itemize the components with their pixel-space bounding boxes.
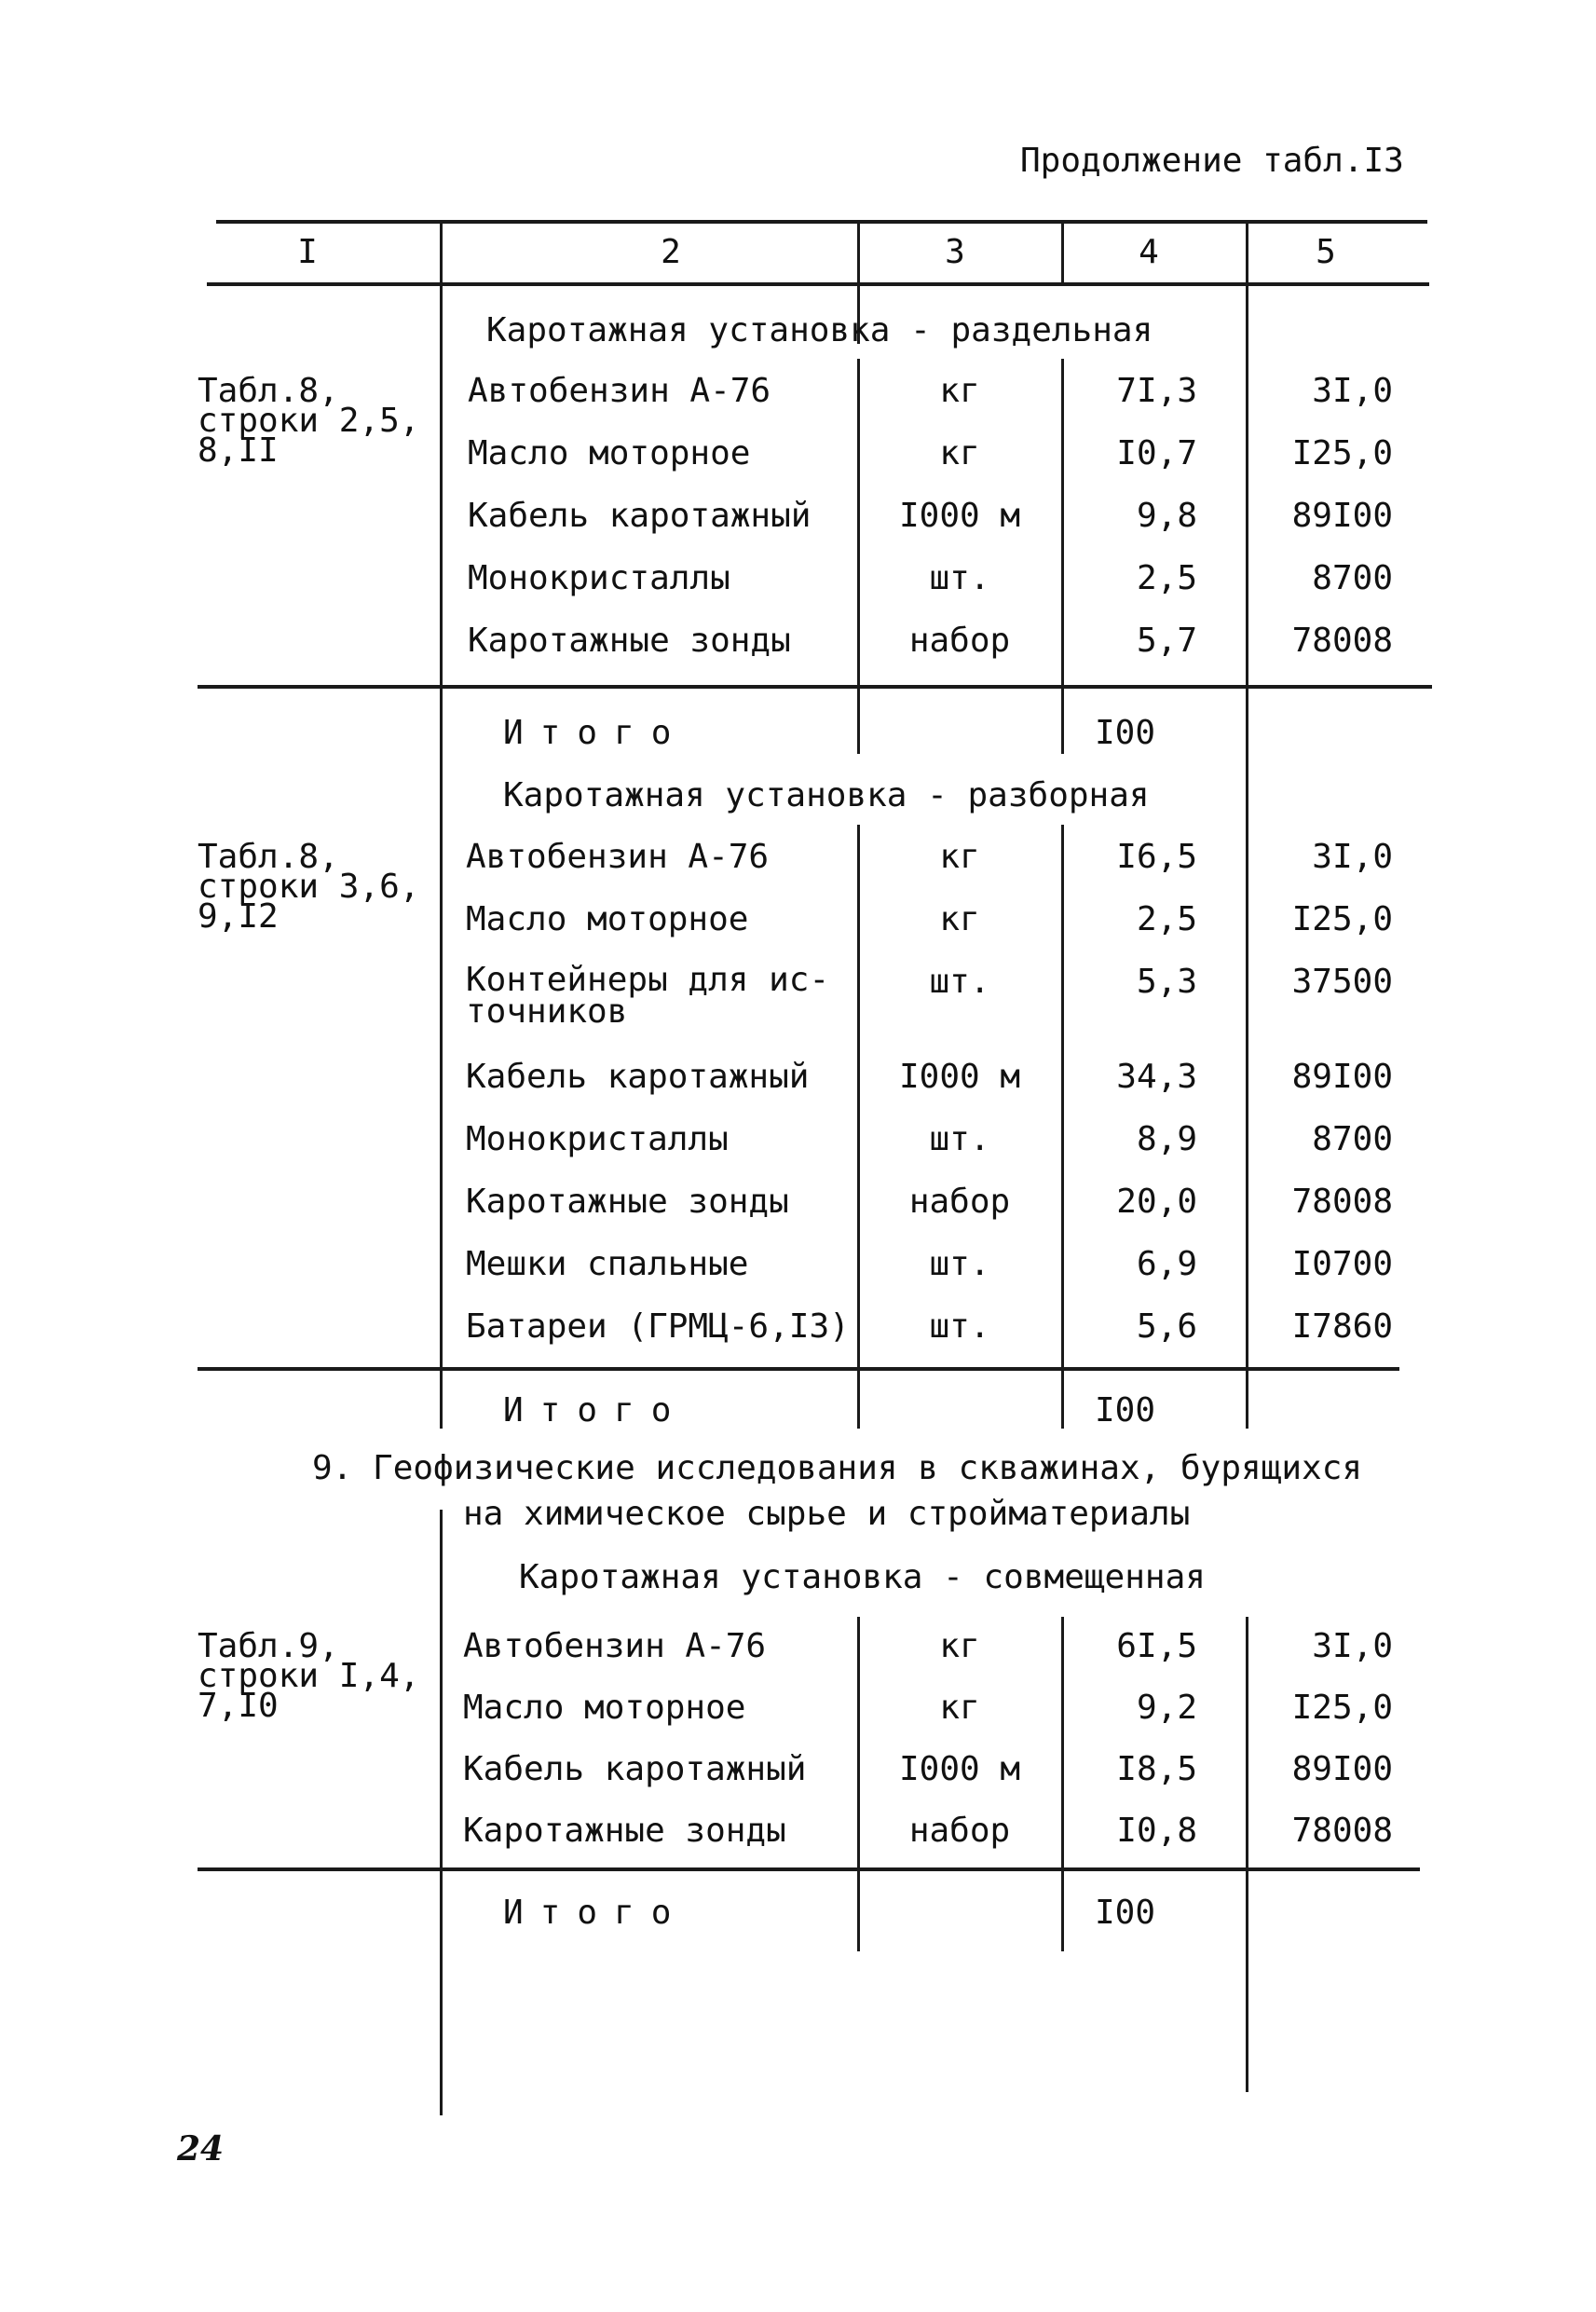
page-number: 24 [177, 2129, 225, 2168]
item-qty: 5,7 [1136, 622, 1197, 660]
section-a-total-label: Итого [503, 714, 689, 752]
item-qty: I0,7 [1116, 434, 1197, 472]
section-c-total-value: I00 [1095, 1894, 1156, 1932]
col-divider [440, 1371, 443, 1429]
item-name: Автобензин А-76 [463, 1627, 767, 1665]
item-qty: 7I,3 [1116, 372, 1197, 410]
item-name: Масло моторное [468, 434, 751, 472]
item-unit: кг [939, 838, 980, 876]
continuation-caption: Продолжение табл.I3 [1020, 142, 1404, 180]
section-b-bottom-rule [198, 1367, 1399, 1371]
item-unit: шт. [929, 963, 990, 1001]
item-price: 3I,0 [1312, 372, 1393, 410]
header-col-divider [857, 222, 860, 285]
item-name: Автобензин А-76 [468, 372, 771, 410]
item-price: I0700 [1291, 1245, 1393, 1283]
col-divider [857, 1871, 860, 1951]
col-divider [1246, 1871, 1248, 2092]
item-qty: I0,8 [1116, 1812, 1197, 1850]
item-name: Монокристаллы [468, 559, 730, 597]
section-c-ref-line2: строки I,4, [198, 1657, 420, 1695]
item-price: I7860 [1291, 1307, 1393, 1346]
item-unit: I000 м [898, 1058, 1021, 1096]
col-divider [1246, 754, 1248, 1367]
col-header-2: 2 [661, 233, 681, 271]
item-price: I25,0 [1291, 1689, 1393, 1727]
col-header-4: 4 [1139, 233, 1159, 271]
header-col-divider [1246, 222, 1248, 285]
section-c-bottom-rule [198, 1867, 1420, 1871]
col-divider [857, 359, 860, 685]
section-c-total-label: Итого [503, 1894, 689, 1932]
header-col-divider [440, 222, 443, 285]
section-b-ref-line3: 9,I2 [198, 897, 279, 936]
col-divider [440, 754, 443, 1367]
item-unit: кг [939, 900, 980, 938]
col-header-3: 3 [945, 233, 965, 271]
col-divider [1061, 1871, 1064, 1951]
item-qty: 5,3 [1136, 963, 1197, 1001]
item-name: Кабель каротажный [468, 497, 812, 535]
section-b-ref-line1: Табл.8, [198, 838, 339, 876]
col-header-1: I [297, 233, 318, 271]
item-price: 89I00 [1291, 497, 1393, 535]
item-name: Мешки спальные [466, 1245, 749, 1283]
col-divider [1246, 1617, 1248, 1867]
item-name: Контейнеры для ис- [466, 961, 830, 999]
col-divider [857, 825, 860, 1367]
item-unit: кг [939, 434, 980, 472]
item-name: Автобензин А-76 [466, 838, 770, 876]
item-name: Каротажные зонды [463, 1812, 786, 1850]
item-unit: шт. [929, 1245, 990, 1283]
item-name: Батареи (ГРМЦ-6,I3) [466, 1307, 850, 1346]
section-c-ref-line1: Табл.9, [198, 1627, 339, 1665]
section-b-title: Каротажная установка - разборная [503, 776, 1150, 814]
item-name: Кабель каротажный [463, 1750, 807, 1788]
item-qty: I8,5 [1116, 1750, 1197, 1788]
col-divider [440, 689, 443, 754]
item-price: 78008 [1291, 1812, 1393, 1850]
item-price: 89I00 [1291, 1058, 1393, 1096]
item-price: 8700 [1312, 1120, 1393, 1158]
col-divider [440, 1871, 443, 2115]
section-b-ref-line2: строки 3,6, [198, 868, 420, 906]
col-divider [1061, 825, 1064, 1367]
item-unit: шт. [929, 559, 990, 597]
section-a-ref-line1: Табл.8, [198, 372, 339, 410]
col-divider [1061, 689, 1064, 754]
col-divider [857, 1371, 860, 1429]
col-header-5: 5 [1316, 233, 1336, 271]
item-price: 3I,0 [1312, 1627, 1393, 1665]
item-unit: I000 м [898, 1750, 1021, 1788]
section-a-title: Каротажная установка - раздельная [486, 311, 1153, 349]
item-unit: I000 м [898, 497, 1021, 535]
section-c-title: Каротажная установка - совмещенная [519, 1558, 1206, 1596]
item-price: 3I,0 [1312, 838, 1393, 876]
item-price: 8700 [1312, 559, 1393, 597]
item-price: 78008 [1291, 1183, 1393, 1221]
item-qty: 2,5 [1136, 559, 1197, 597]
item-qty: 8,9 [1136, 1120, 1197, 1158]
item-qty: 34,3 [1116, 1058, 1197, 1096]
section-9-heading-line2: на химическое сырье и стройматериалы [463, 1495, 1191, 1533]
item-price: 78008 [1291, 622, 1393, 660]
item-unit: набор [908, 1183, 1011, 1221]
item-unit: набор [908, 1812, 1011, 1850]
header-col-divider [1061, 222, 1064, 285]
col-divider [1061, 359, 1064, 685]
section-9-heading-line1: 9. Геофизические исследования в скважинах, бурящихся [312, 1449, 1363, 1487]
item-qty: 5,6 [1136, 1307, 1197, 1346]
item-qty: 9,8 [1136, 497, 1197, 535]
col-divider [1246, 284, 1248, 685]
section-b-total-label: Итого [503, 1391, 689, 1430]
item-unit: шт. [929, 1307, 990, 1346]
section-b-total-value: I00 [1095, 1391, 1156, 1430]
item-name: Каротажные зонды [468, 622, 791, 660]
col-divider [857, 1617, 860, 1867]
col-divider [440, 1510, 443, 1867]
col-divider [1246, 1371, 1248, 1429]
col-divider [857, 689, 860, 754]
item-name: Каротажные зонды [466, 1183, 789, 1221]
item-unit: кг [939, 372, 980, 410]
item-qty: 6,9 [1136, 1245, 1197, 1283]
item-qty: 20,0 [1116, 1183, 1197, 1221]
item-price: 89I00 [1291, 1750, 1393, 1788]
section-a-ref-line2: строки 2,5, [198, 402, 420, 440]
col-divider [440, 284, 443, 685]
col-divider [1061, 1617, 1064, 1867]
item-name-continued: точников [466, 992, 628, 1031]
item-name: Масло моторное [466, 900, 749, 938]
item-name: Кабель каротажный [466, 1058, 810, 1096]
item-unit: набор [908, 622, 1011, 660]
section-a-ref-line3: 8,II [198, 431, 279, 470]
item-name: Монокристаллы [466, 1120, 729, 1158]
item-unit: кг [939, 1627, 980, 1665]
item-qty: 2,5 [1136, 900, 1197, 938]
item-qty: 9,2 [1136, 1689, 1197, 1727]
item-qty: 6I,5 [1116, 1627, 1197, 1665]
col-divider [1246, 689, 1248, 754]
item-unit: кг [939, 1689, 980, 1727]
item-qty: I6,5 [1116, 838, 1197, 876]
section-c-ref-line3: 7,I0 [198, 1687, 279, 1725]
section-a-total-value: I00 [1095, 714, 1156, 752]
col-divider [1061, 1371, 1064, 1429]
item-unit: шт. [929, 1120, 990, 1158]
item-price: I25,0 [1291, 900, 1393, 938]
item-price: 37500 [1291, 963, 1393, 1001]
item-price: I25,0 [1291, 434, 1393, 472]
item-name: Масло моторное [463, 1689, 746, 1727]
